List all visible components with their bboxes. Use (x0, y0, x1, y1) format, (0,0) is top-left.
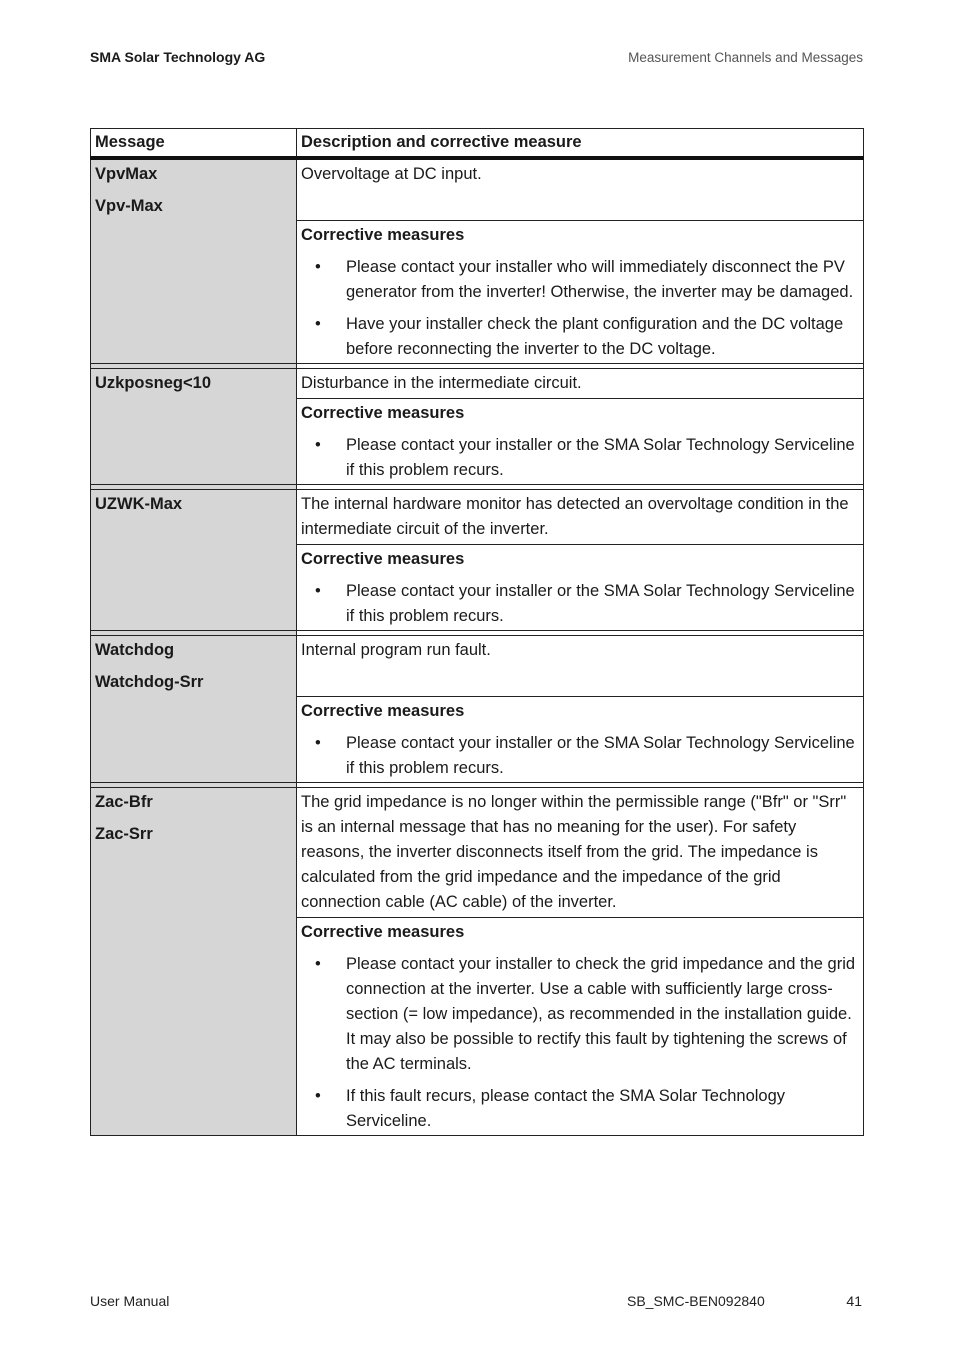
measures-cell (297, 697, 864, 783)
measures-heading: Corrective measures (301, 404, 465, 422)
message-code: Uzkposneg<10 (95, 374, 211, 392)
measures-heading: Corrective measures (301, 923, 465, 941)
description-cell: Disturbance in the intermediate circuit. (297, 369, 864, 399)
measures-cell (297, 918, 864, 1136)
measure-item (301, 255, 859, 305)
description-cell: Internal program run fault. (297, 636, 864, 697)
measures-list (301, 731, 859, 781)
message-code: UZWK-Max (95, 495, 183, 513)
measure-text: Please contact your installer or the SMA Solar Technology Serviceline if this problem recurs. (346, 582, 855, 625)
measures-heading: Corrective measures (301, 550, 465, 568)
measures-list (301, 255, 859, 362)
bullet-icon: • (315, 258, 321, 276)
table-header-row (91, 129, 864, 159)
description-cell: The internal hardware monitor has detected an overvoltage condition in the intermediate circuit of the inverter. (297, 490, 864, 545)
measure-item (301, 731, 859, 781)
description-cell: Overvoltage at DC input. (297, 158, 864, 221)
measures-list (301, 433, 859, 483)
bullet-icon: • (315, 436, 321, 454)
column-header-message: Message (91, 129, 297, 159)
message-code: Zac-Bfr (95, 793, 153, 811)
measure-item (301, 433, 859, 483)
message-code: Watchdog-Srr (95, 673, 204, 691)
message-cell (91, 369, 297, 485)
table-row (91, 636, 864, 697)
table-row (91, 369, 864, 399)
bullet-icon: • (315, 1087, 321, 1105)
measure-text: Please contact your installer to check the grid impedance and the grid connection at the inverter. Use a cable with sufficiently large cross-section (= low impedance), as recommended in the installation guide. It may also be possible to rectify this fault by tightening the screws of the AC terminals. (346, 955, 856, 1073)
measure-item (301, 579, 859, 629)
measure-text: If this fault recurs, please contact the SMA Solar Technology Serviceline. (346, 1087, 786, 1130)
measures-cell (297, 545, 864, 631)
message-cell (91, 490, 297, 631)
header-section: Measurement Channels and Messages (628, 50, 863, 65)
table-row (91, 788, 864, 918)
header-company: SMA Solar Technology AG (90, 49, 266, 65)
footer-doc-code: SB_SMC-BEN092840 (627, 1293, 765, 1309)
measure-text: Please contact your installer or the SMA Solar Technology Serviceline if this problem recurs. (346, 734, 855, 777)
measures-list (301, 579, 859, 629)
bullet-icon: • (315, 315, 321, 333)
table-row (91, 158, 864, 221)
message-cell (91, 158, 297, 364)
footer-doc-type: User Manual (90, 1293, 170, 1309)
message-code: VpvMax (95, 165, 158, 183)
bullet-icon: • (315, 955, 321, 973)
table-row (91, 490, 864, 545)
description-cell: The grid impedance is no longer within the permissible range ("Bfr" or "Srr" is an internal message that has no meaning for the user). For safety reasons, the inverter disconnects itself from the grid. The impedance is calculated from the grid impedance and the impedance of the grid connection cable (AC cable) of the inverter. (297, 788, 864, 918)
measure-text: Please contact your installer who will immediately disconnect the PV generator from the inverter! Otherwise, the inverter may be damaged. (346, 258, 854, 301)
measure-item (301, 952, 859, 1077)
messages-table (90, 128, 864, 1136)
message-code: Watchdog (95, 641, 175, 659)
measures-list (301, 952, 859, 1134)
measure-text: Please contact your installer or the SMA Solar Technology Serviceline if this problem recurs. (346, 436, 855, 479)
measures-heading: Corrective measures (301, 226, 465, 244)
message-cell (91, 636, 297, 783)
page-number: 41 (846, 1293, 862, 1309)
measure-item (301, 312, 859, 362)
message-code: Zac-Srr (95, 825, 153, 843)
bullet-icon: • (315, 582, 321, 600)
message-cell (91, 788, 297, 1136)
measure-text: Have your installer check the plant configuration and the DC voltage before reconnecting the inverter to the DC voltage. (346, 315, 844, 358)
column-header-description: Description and corrective measure (297, 129, 864, 159)
message-code: Vpv-Max (95, 197, 163, 215)
measures-heading: Corrective measures (301, 702, 465, 720)
measure-item (301, 1084, 859, 1134)
bullet-icon: • (315, 734, 321, 752)
measures-cell (297, 399, 864, 485)
measures-cell (297, 221, 864, 364)
